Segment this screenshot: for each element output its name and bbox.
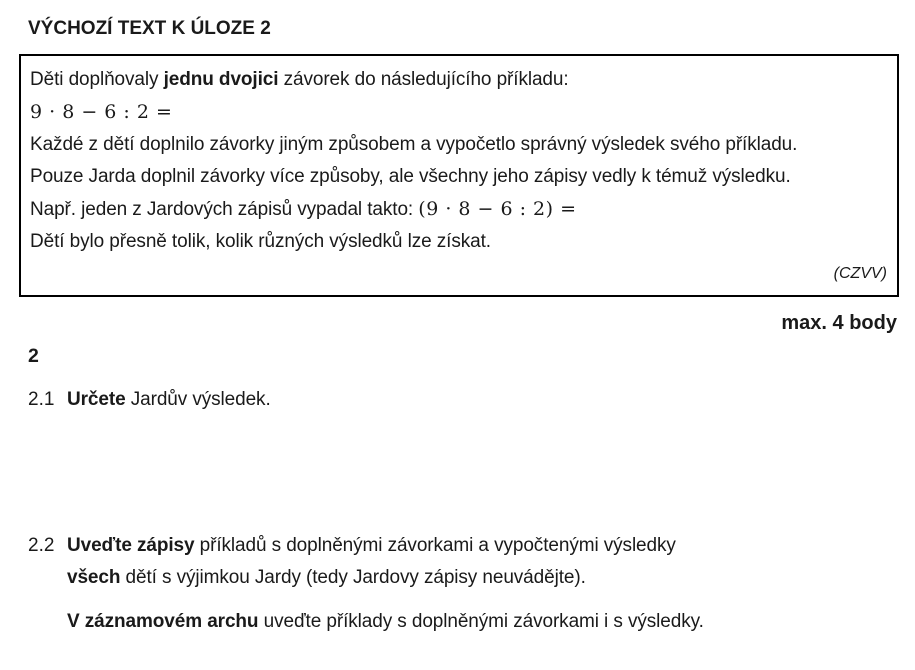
question-paragraph [67,384,271,416]
source-text-box [19,54,899,297]
text-segment: V záznamovém archu [67,611,259,632]
source-attribution: (CZVV) [833,265,887,282]
text-segment: Uveďte zápisy [67,535,195,556]
text-line [67,562,704,594]
text-segment: Např. jeden z Jardových zápisů vypadal takto: [30,199,419,220]
text-line [67,606,704,638]
task-number: 2 [28,345,39,367]
text-segment: všech [67,567,121,588]
math-expression: 9 · 8 − 6 : 2 = [30,101,173,123]
question-paragraph [67,606,704,638]
text-line [28,193,889,226]
text-segment: Děti doplňovaly [30,69,164,90]
math-expression: (9 · 8 − 6 : 2) = [418,198,577,220]
text-segment: Každé z dětí doplnilo závorky jiným způsobem a vypočetlo správný výsledek svého příkladu. [30,134,798,155]
question-number: 2.2 [28,535,55,556]
text-line [28,129,889,161]
question-text [67,384,271,416]
questions-section [0,384,915,638]
text-line [28,96,889,129]
text-segment: Určete [67,389,126,410]
question-text [67,530,704,638]
text-segment: dětí s výjimkou Jardy (tedy Jardovy zápisy neuvádějte). [120,567,586,588]
text-segment: Dětí bylo přesně tolik, kolik různých výsledků lze získat. [30,231,491,252]
text-line [28,64,889,96]
question-item [28,530,915,638]
text-line [28,161,889,193]
text-line [67,530,704,562]
question-paragraph [67,530,704,594]
text-segment: jednu dvojici [163,69,279,90]
source-text-title: VÝCHOZÍ TEXT K ÚLOZE 2 [28,18,271,39]
question-item [28,384,915,416]
text-line [28,226,889,258]
question-number: 2.1 [28,389,55,410]
text-segment: závorek do následujícího příkladu: [278,69,569,90]
text-segment: Jardův výsledek. [125,389,271,410]
source-box-content [28,64,889,258]
text-segment: příkladů s doplněnými závorkami a vypočtenými výsledky [194,535,676,556]
points-label: max. 4 body [781,312,897,334]
text-line [67,384,271,416]
text-segment: Pouze Jarda doplnil závorky více způsoby, ale všechny jeho zápisy vedly k témuž výsledku. [30,166,791,187]
text-segment: uveďte příklady s doplněnými závorkami i s výsledky. [258,611,704,632]
